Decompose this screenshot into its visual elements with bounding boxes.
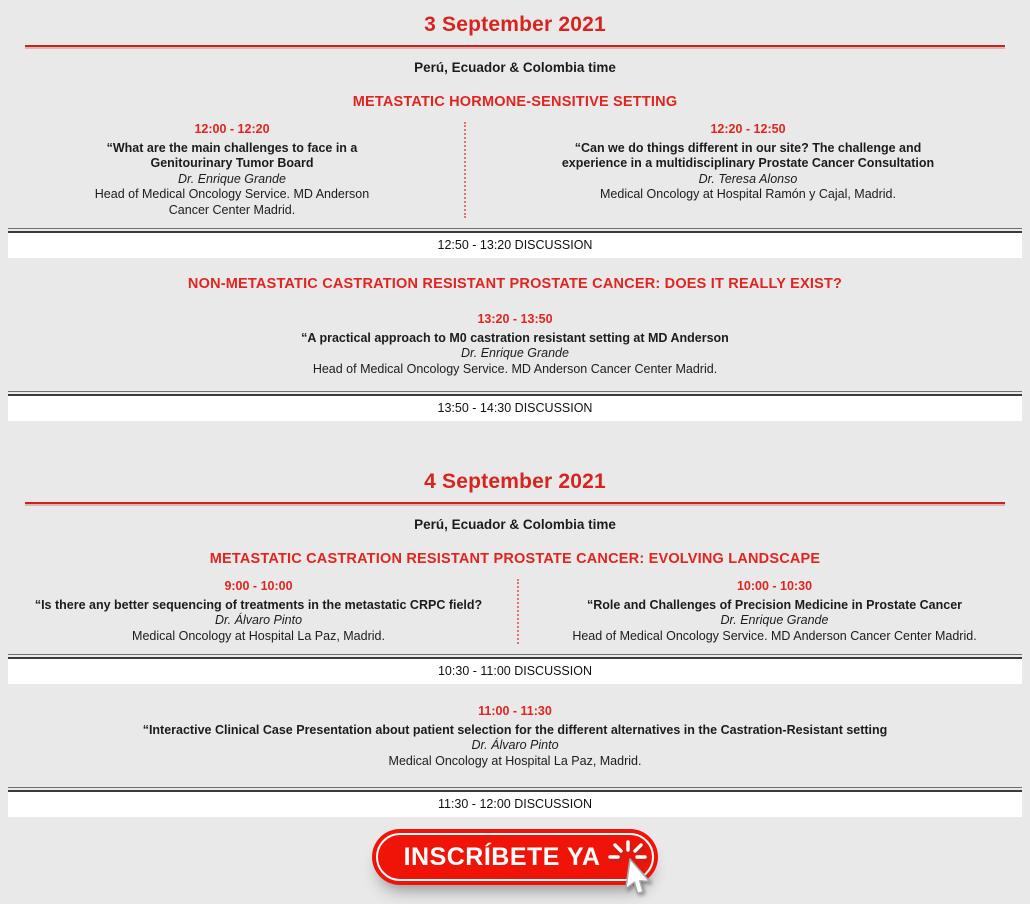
register-button-label: INSCRÍBETE YA: [403, 842, 601, 871]
session-1220: [464, 122, 1030, 218]
discussion-1130: [8, 787, 1022, 817]
discussion-label: 13:50 - 14:30 DISCUSSION: [8, 396, 1022, 421]
session-affiliation: Medical Oncology at Hospital Ramón y Cajal, Madrid.: [600, 187, 896, 201]
session-speaker: Dr. Enrique Grande: [178, 171, 286, 186]
session-speaker: Dr. Enrique Grande: [461, 346, 569, 360]
discussion-label: 11:30 - 12:00 DISCUSSION: [8, 792, 1022, 817]
session-time: 13:20 - 13:50: [477, 312, 553, 326]
day-1-section: [0, 0, 1030, 421]
discussion-1030: [8, 654, 1022, 684]
session-affiliation: Head of Medical Oncology Service. MD Anderson Cancer Center Madrid.: [312, 361, 718, 376]
session-time: 10:00 - 10:30: [736, 579, 813, 593]
session-affiliation: Head of Medical Oncology Service. MD Anderson Cancer Center Madrid.: [94, 187, 370, 217]
day-1-rule: [25, 45, 1005, 47]
session-title: “Can we do things different in our site? The challenge and experience in a multidisciplinary Prostate Cancer Consultation: [561, 140, 935, 170]
session-time: 12:20 - 12:50: [710, 122, 786, 136]
session-speaker: Dr. Enrique Grande: [720, 613, 829, 627]
session-1000: [517, 579, 1030, 644]
discussion-label: 10:30 - 11:00 DISCUSSION: [8, 659, 1022, 684]
day-1-date: 3 September 2021: [424, 13, 606, 36]
day-1-session-row: [0, 122, 1030, 218]
session-title: “What are the main challenges to face in a Genitourinary Tumor Board: [106, 140, 358, 170]
session-time: 11:00 - 11:30: [478, 704, 552, 718]
session-affiliation: Medical Oncology at Hospital La Paz, Madrid.: [132, 628, 385, 643]
day-2-section: [0, 457, 1030, 817]
day-2-date: 4 September 2021: [424, 470, 606, 493]
session-time: 12:00 - 12:20: [194, 122, 270, 136]
click-burst-icon: [610, 842, 645, 857]
session-speaker: Dr. Teresa Alonso: [698, 171, 798, 186]
session-title: “Role and Challenges of Precision Medicine in Prostate Cancer: [586, 597, 963, 612]
session-title: “Is there any better sequencing of treatments in the metastatic CRPC field?: [34, 597, 483, 612]
session-title: “Interactive Clinical Case Presentation about patient selection for the different alternatives in the Castration-Resistant setting: [142, 722, 888, 737]
cursor-arrow-icon: [626, 859, 653, 895]
day-2-session-row: [0, 579, 1030, 644]
day-1-heading-nmcrpc: NON-METASTATIC CASTRATION RESISTANT PROSTATE CANCER: DOES IT REALLY EXIST?: [187, 276, 843, 292]
cta-area: [0, 829, 1030, 889]
discussion-1250: [8, 228, 1022, 258]
session-affiliation: Head of Medical Oncology Service. MD Anderson Cancer Center Madrid.: [572, 628, 977, 643]
session-speaker: Dr. Álvaro Pinto: [471, 738, 559, 752]
session-1100: [0, 704, 1030, 769]
session-1320: [0, 312, 1030, 377]
session-affiliation: Medical Oncology at Hospital La Paz, Madrid.: [388, 753, 642, 768]
day-1-heading-mhss: METASTATIC HORMONE-SENSITIVE SETTING: [352, 94, 678, 110]
session-title: “A practical approach to M0 castration resistant setting at MD Anderson: [301, 330, 729, 345]
session-0900: [0, 579, 517, 644]
session-time: 9:00 - 10:00: [224, 579, 293, 593]
day-2-timezone: Perú, Ecuador & Colombia time: [414, 517, 616, 532]
day-2-heading-mcrpc: METASTATIC CASTRATION RESISTANT PROSTATE CANCER: EVOLVING LANDSCAPE: [209, 551, 821, 567]
discussion-label: 12:50 - 13:20 DISCUSSION: [8, 233, 1022, 258]
register-button[interactable]: [372, 829, 659, 885]
day-1-timezone: Perú, Ecuador & Colombia time: [414, 60, 616, 75]
discussion-1350: [8, 391, 1022, 421]
session-1200: [0, 122, 464, 218]
session-speaker: Dr. Álvaro Pinto: [214, 613, 303, 627]
click-cursor-icon: [610, 840, 668, 904]
day-2-rule: [25, 502, 1005, 504]
